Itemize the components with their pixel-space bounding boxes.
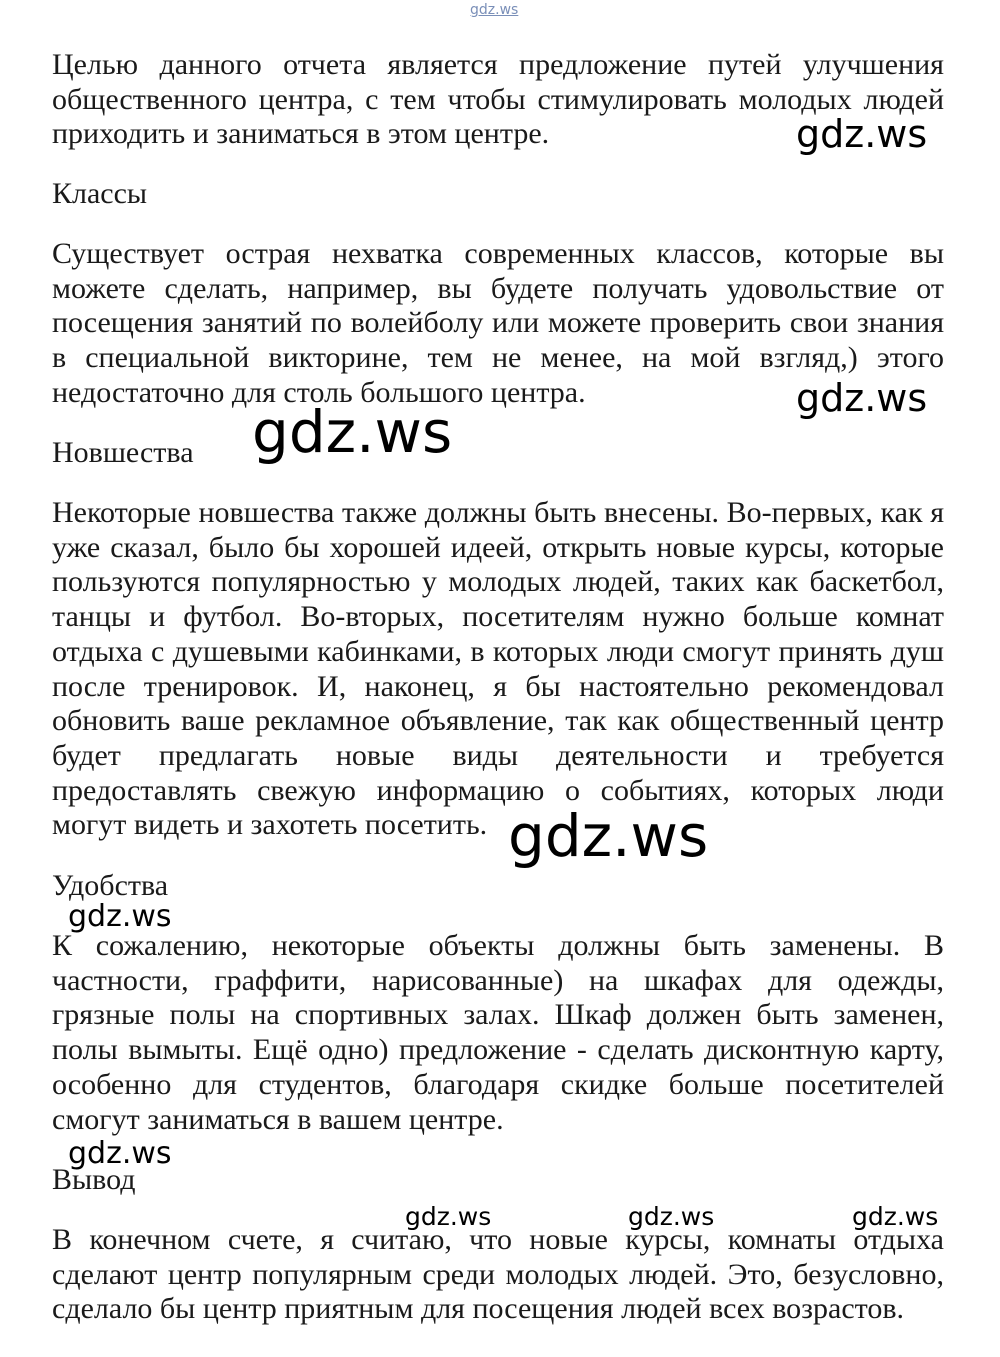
watermark: gdz.ws xyxy=(628,1202,715,1231)
intro-paragraph: Целью данного отчета является предложение путей улучшения общественного центра, с тем чтобы стимулировать молодых людей приходить и заниматься в этом центре. xyxy=(52,48,944,151)
heading-innovations: Новшества xyxy=(52,436,194,469)
innovations-paragraph: Некоторые новшества также должны быть внесены. Во-первых, как я уже сказал, было бы хорошей идеей, открыть новые курсы, которые пользуются популярностью у молодых людей, таких как баскетбол, танцы и футбол. Во-вторых, посетителям нужно больше комнат отдыха с душевыми кабинками, в которых люди смогут принять душ после тренировок. И, наконец, я бы настоятельно рекомендовал обновить ваше рекламное объявление, так как общественный центр будет предлагать новые виды деятельности и требуется предоставлять свежую информацию о событиях, которых люди могут видеть и захотеть посетить. xyxy=(52,496,944,842)
conclusion-paragraph: В конечном счете, я считаю, что новые курсы, комнаты отдыха сделают центр популярным среди молодых людей. Это, безусловно, сделало бы центр приятным для посещения людей всех возрастов. xyxy=(52,1223,944,1326)
heading-facilities: Удобства xyxy=(52,869,169,902)
facilities-paragraph: К сожалению, некоторые объекты должны быть заменены. В частности, граффити, нарисованные) на шкафах для одежды, грязные полы на спортивных залах. Шкаф должен быть заменен, полы вымыты. Ещё одно) предложение - сделать дисконтную карту, особенно для студентов, благодаря скидке больше посетителей смогут заниматься в вашем центре. xyxy=(52,929,944,1136)
watermark: gdz.ws xyxy=(508,802,709,870)
watermark: gdz.ws xyxy=(68,899,172,934)
heading-classes: Классы xyxy=(52,177,148,210)
heading-conclusion: Вывод xyxy=(52,1163,136,1196)
watermark: gdz.ws xyxy=(405,1202,492,1231)
watermark: gdz.ws xyxy=(796,112,928,156)
watermark: gdz.ws xyxy=(252,398,453,466)
watermark: gdz.ws xyxy=(68,1136,172,1171)
watermark-top-link[interactable]: gdz.ws xyxy=(470,2,519,18)
classes-paragraph: Существует острая нехватка современных классов, которые вы можете сделать, например, вы будете получать удовольствие от посещения занятий по волейболу или можете проверить свои знания в специальной викторине, тем не менее, на мой взгляд,) этого недостаточно для столь большого центра. xyxy=(52,237,944,409)
watermark: gdz.ws xyxy=(852,1202,939,1231)
watermark: gdz.ws xyxy=(796,376,928,420)
